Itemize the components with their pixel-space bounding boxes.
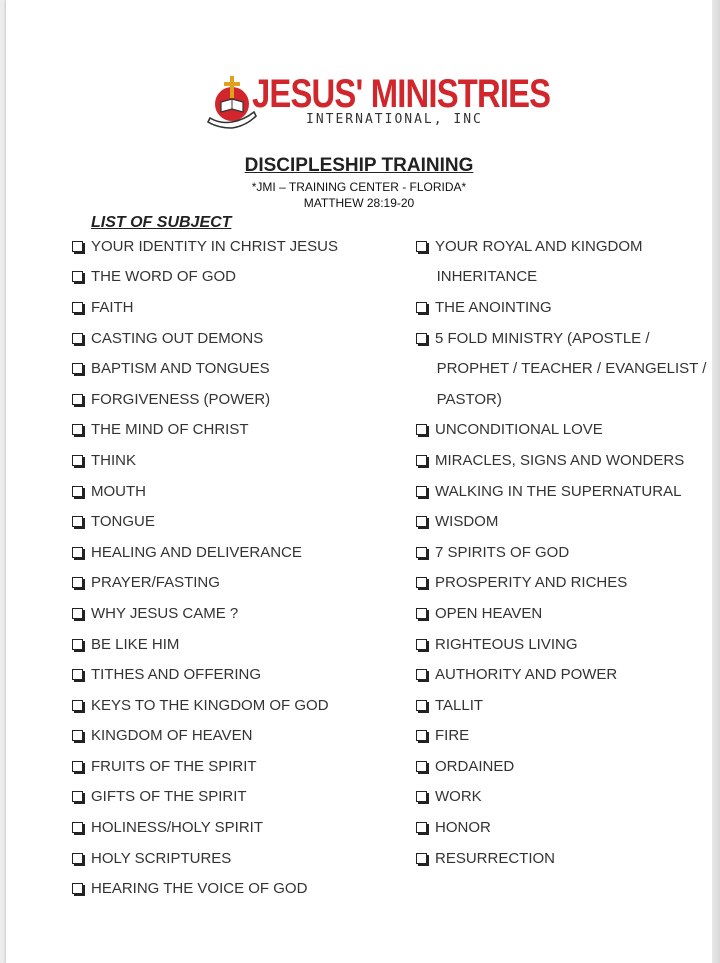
- checkbox-icon: [416, 302, 427, 313]
- checkbox-icon: [72, 669, 83, 680]
- logo-subtitle: INTERNATIONAL, INC: [306, 112, 483, 127]
- list-item: [416, 262, 712, 293]
- list-item: [416, 843, 712, 874]
- checkbox-icon: [416, 669, 427, 680]
- list-item-label: FAITH: [91, 298, 134, 316]
- checkbox-icon: [72, 333, 83, 344]
- list-item-label: RESURRECTION: [435, 849, 556, 867]
- cross-bible-hand-icon: [206, 72, 258, 132]
- checkbox-icon: [72, 363, 83, 374]
- list-item-label: OPEN HEAVEN: [435, 604, 543, 622]
- list-item: [72, 843, 392, 874]
- checkbox-icon: [72, 639, 83, 650]
- checkbox-icon: [72, 302, 83, 313]
- list-item: [72, 598, 392, 629]
- list-item-label: THE WORD OF GOD: [91, 268, 236, 286]
- list-item-label: AUTHORITY AND POWER: [435, 666, 618, 684]
- list-item-label: YOUR IDENTITY IN CHRIST JESUS: [91, 237, 338, 255]
- list-item-label: BE LIKE HIM: [91, 635, 180, 653]
- list-item-label: HEALING AND DELIVERANCE: [91, 543, 302, 561]
- logo-name: JESUS' MINISTRIES: [252, 72, 551, 116]
- list-item-label: HEARING THE VOICE OF GOD: [91, 880, 308, 898]
- checkbox-icon: [416, 547, 427, 558]
- list-item: [416, 415, 712, 446]
- document-page: [6, 0, 712, 963]
- list-item-label: FORGIVENESS (POWER): [91, 390, 271, 408]
- list-item-label: PROPHET / TEACHER / EVANGELIST /: [436, 360, 707, 378]
- list-item-label: MIRACLES, SIGNS AND WONDERS: [435, 451, 685, 469]
- list-item: [72, 292, 392, 323]
- checkbox-icon: [72, 516, 83, 527]
- list-item: [416, 751, 712, 782]
- subject-list-left: [72, 231, 392, 904]
- checkbox-icon: [72, 761, 83, 772]
- checkbox-icon: [416, 333, 427, 344]
- checkbox-icon: [416, 486, 427, 497]
- list-item-label: THINK: [91, 451, 136, 469]
- checkbox-icon: [72, 883, 83, 894]
- list-item-label: MOUTH: [91, 482, 146, 500]
- list-item: [72, 721, 392, 752]
- list-item-label: WALKING IN THE SUPERNATURAL: [435, 482, 682, 500]
- list-item: [72, 751, 392, 782]
- checkbox-icon: [72, 608, 83, 619]
- checkbox-icon: [72, 700, 83, 711]
- list-item: [416, 721, 712, 752]
- list-item: [72, 506, 392, 537]
- list-item: [72, 873, 392, 904]
- list-item: [72, 537, 392, 568]
- list-item: [416, 353, 712, 384]
- checkbox-icon: [416, 700, 427, 711]
- list-item: [416, 690, 712, 721]
- list-item-label: INHERITANCE: [436, 268, 538, 286]
- list-item-label: RIGHTEOUS LIVING: [435, 635, 578, 653]
- list-item: [416, 598, 712, 629]
- list-item: [416, 231, 712, 262]
- list-item-label: WORK: [435, 788, 482, 806]
- list-item-label: TONGUE: [91, 513, 155, 531]
- scripture-reference: MATTHEW 28:19-20: [303, 196, 415, 210]
- list-heading: LIST OF SUBJECT: [91, 214, 232, 231]
- list-item: [416, 476, 712, 507]
- list-item-label: THE ANOINTING: [435, 298, 552, 316]
- list-item: [416, 782, 712, 813]
- checkbox-icon: [416, 730, 427, 741]
- list-item: [416, 537, 712, 568]
- checkbox-icon: [72, 241, 83, 252]
- subject-list-right: [416, 231, 712, 873]
- list-item: [72, 231, 392, 262]
- list-item: [72, 445, 392, 476]
- page-edge-shadow: [712, 0, 720, 963]
- list-item: [416, 323, 712, 354]
- list-item-label: KEYS TO THE KINGDOM OF GOD: [91, 696, 329, 714]
- checkbox-icon: [416, 455, 427, 466]
- list-item: [72, 353, 392, 384]
- list-item-label: HOLINESS/HOLY SPIRIT: [91, 819, 263, 837]
- list-item-label: WISDOM: [435, 513, 499, 531]
- list-item-label: HOLY SCRIPTURES: [91, 849, 232, 867]
- checkbox-icon: [72, 394, 83, 405]
- checkbox-icon: [416, 241, 427, 252]
- checkbox-icon: [416, 853, 427, 864]
- checkbox-icon: [416, 761, 427, 772]
- list-item: [72, 659, 392, 690]
- list-item-label: HONOR: [435, 819, 491, 837]
- page-subtitle: *JMI – TRAINING CENTER - FLORIDA*: [251, 180, 467, 194]
- list-item: [72, 812, 392, 843]
- list-item: [416, 629, 712, 660]
- list-item-label: PROSPERITY AND RICHES: [435, 574, 628, 592]
- list-item: [72, 690, 392, 721]
- checkbox-icon: [416, 791, 427, 802]
- checkbox-icon: [72, 577, 83, 588]
- list-item: [416, 506, 712, 537]
- list-item-label: PASTOR): [436, 390, 502, 408]
- list-item-label: BAPTISM AND TONGUES: [91, 360, 270, 378]
- list-item-label: YOUR ROYAL AND KINGDOM: [435, 237, 643, 255]
- list-item: [72, 782, 392, 813]
- checkbox-icon: [72, 822, 83, 833]
- list-item-label: CASTING OUT DEMONS: [91, 329, 264, 347]
- list-item: [416, 384, 712, 415]
- list-item: [416, 812, 712, 843]
- list-item: [72, 476, 392, 507]
- list-item-label: GIFTS OF THE SPIRIT: [91, 788, 247, 806]
- checkbox-icon: [72, 730, 83, 741]
- list-item-label: THE MIND OF CHRIST: [91, 421, 249, 439]
- list-item-label: 7 SPIRITS OF GOD: [435, 543, 570, 561]
- checkbox-icon: [416, 577, 427, 588]
- list-item-label: UNCONDITIONAL LOVE: [435, 421, 603, 439]
- list-item: [72, 568, 392, 599]
- list-item-label: WHY JESUS CAME ?: [91, 604, 239, 622]
- list-item: [416, 292, 712, 323]
- list-item: [72, 384, 392, 415]
- checkbox-icon: [72, 791, 83, 802]
- list-item: [416, 445, 712, 476]
- list-item-label: FRUITS OF THE SPIRIT: [91, 757, 257, 775]
- checkbox-icon: [72, 271, 83, 282]
- list-item: [72, 262, 392, 293]
- checkbox-icon: [72, 853, 83, 864]
- list-item-label: PRAYER/FASTING: [91, 574, 220, 592]
- checkbox-icon: [72, 547, 83, 558]
- checkbox-icon: [72, 424, 83, 435]
- checkbox-icon: [72, 486, 83, 497]
- checkbox-icon: [416, 424, 427, 435]
- checkbox-icon: [416, 822, 427, 833]
- list-item-label: FIRE: [435, 727, 470, 745]
- list-item: [416, 659, 712, 690]
- list-item: [72, 415, 392, 446]
- list-item: [72, 629, 392, 660]
- checkbox-icon: [416, 639, 427, 650]
- checkbox-icon: [416, 516, 427, 527]
- list-item-label: ORDAINED: [435, 757, 515, 775]
- ministry-logo: [206, 68, 551, 134]
- list-item-label: KINGDOM OF HEAVEN: [91, 727, 253, 745]
- list-item-label: TALLIT: [435, 696, 484, 714]
- checkbox-icon: [72, 455, 83, 466]
- list-item: [416, 568, 712, 599]
- checkbox-icon: [416, 608, 427, 619]
- list-item: [72, 323, 392, 354]
- list-item-label: TITHES AND OFFERING: [91, 666, 262, 684]
- list-item-label: 5 FOLD MINISTRY (APOSTLE /: [435, 329, 650, 347]
- page-title: DISCIPLESHIP TRAINING: [244, 155, 474, 176]
